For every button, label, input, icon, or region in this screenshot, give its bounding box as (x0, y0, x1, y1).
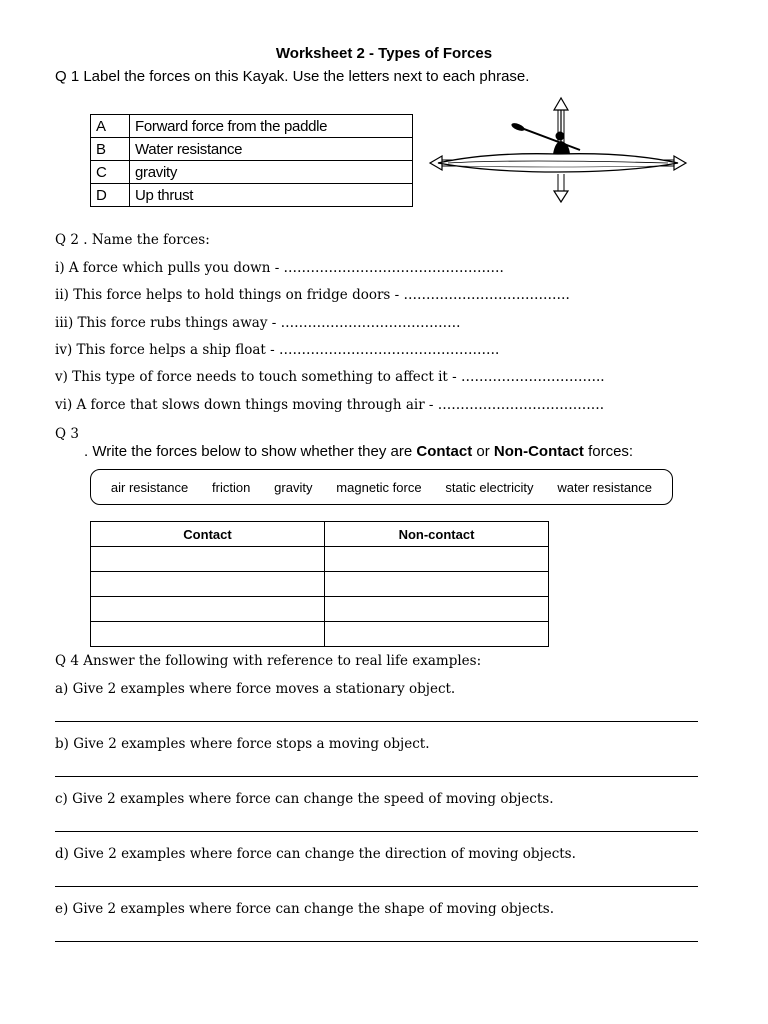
row-phrase: Up thrust (130, 184, 413, 207)
q3-contact-word: Contact (416, 443, 473, 460)
q2-item: vi) A force that slows down things moving through air - ………………………………. (55, 397, 605, 413)
row-letter: D (91, 184, 130, 207)
contact-cell[interactable] (91, 572, 325, 597)
kayak-forces-table (90, 114, 413, 207)
table-row (91, 572, 549, 597)
q2-item: i) A force which pulls you down - …………………………………………. (55, 260, 504, 276)
word-bank-item: water resistance (557, 479, 653, 495)
q2-item: v) This type of force needs to touch something to affect it - ………………………….. (55, 369, 605, 385)
table-row (91, 597, 549, 622)
contact-cell[interactable] (91, 547, 325, 572)
table-row (91, 115, 413, 138)
answer-line[interactable] (55, 721, 698, 722)
noncontact-header: Non-contact (325, 522, 549, 547)
contact-cell[interactable] (91, 597, 325, 622)
answer-line[interactable] (55, 886, 698, 887)
noncontact-cell[interactable] (325, 572, 549, 597)
kayak-hull (438, 154, 678, 172)
worksheet-title: Worksheet 2 - Types of Forces (275, 45, 493, 62)
row-phrase: Forward force from the paddle (130, 115, 413, 138)
word-bank-item: air resistance (110, 479, 189, 495)
row-phrase: gravity (130, 161, 413, 184)
contact-noncontact-table (90, 521, 549, 647)
answer-line[interactable] (55, 831, 698, 832)
contact-header: Contact (91, 522, 325, 547)
q1-instruction: Q 1 Label the forces on this Kayak. Use the letters next to each phrase. (55, 68, 530, 85)
row-letter: A (91, 115, 130, 138)
table-header-row (91, 522, 549, 547)
noncontact-cell[interactable] (325, 622, 549, 647)
answer-line[interactable] (55, 941, 698, 942)
row-letter: B (91, 138, 130, 161)
q4-item: d) Give 2 examples where force can change the direction of moving objects. (55, 846, 576, 862)
q4-item: a) Give 2 examples where force moves a stationary object. (55, 681, 456, 697)
q2-item: ii) This force helps to hold things on fridge doors - ………………………………. (55, 287, 570, 303)
noncontact-cell[interactable] (325, 547, 549, 572)
table-row (91, 547, 549, 572)
word-bank-item: static electricity (445, 479, 534, 495)
table-row (91, 138, 413, 161)
q2-item: iv) This force helps a ship float - …………………………………………. (55, 342, 500, 358)
q3-instruction (84, 443, 633, 460)
q4-heading: Q 4 Answer the following with reference to real life examples: (55, 653, 482, 669)
row-phrase: Water resistance (130, 138, 413, 161)
q3-prefix: . Write the forces below to show whether they are (84, 443, 417, 460)
q2-heading: Q 2 . Name the forces: (55, 232, 210, 248)
answer-line[interactable] (55, 776, 698, 777)
contact-cell[interactable] (91, 622, 325, 647)
row-letter: C (91, 161, 130, 184)
down-arrow (554, 174, 568, 202)
word-bank-item: magnetic force (336, 479, 422, 495)
paddler (510, 122, 580, 154)
q3-noncontact-word: Non-Contact (493, 443, 584, 460)
word-bank (90, 469, 673, 505)
q3-or: or (472, 443, 494, 460)
noncontact-cell[interactable] (325, 597, 549, 622)
q2-item: iii) This force rubs things away - …………………………………. (55, 315, 461, 331)
q4-item: c) Give 2 examples where force can change the speed of moving objects. (55, 791, 554, 807)
word-bank-item: friction (212, 479, 251, 495)
q4-item: e) Give 2 examples where force can change the shape of moving objects. (55, 901, 555, 917)
q4-item: b) Give 2 examples where force stops a moving object. (55, 736, 430, 752)
q3-label: Q 3 (55, 426, 79, 442)
table-row (91, 622, 549, 647)
table-row (91, 161, 413, 184)
word-bank-item: gravity (274, 479, 313, 495)
kayak-diagram (428, 96, 688, 206)
table-row (91, 184, 413, 207)
q3-suffix: forces: (583, 443, 634, 460)
